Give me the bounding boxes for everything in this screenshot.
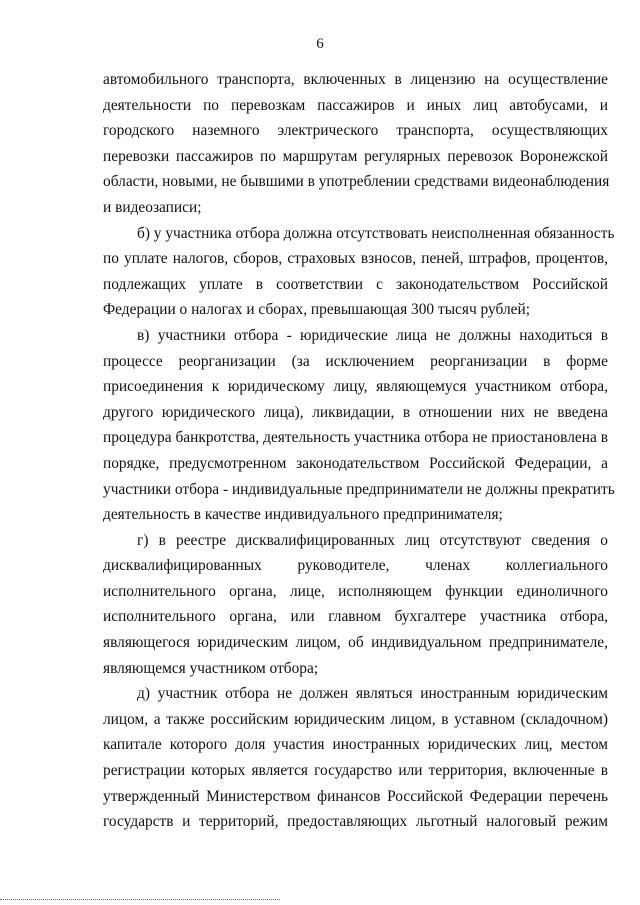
text-line: являющемся участником отбора; bbox=[103, 659, 319, 677]
scan-edge-divider bbox=[0, 899, 280, 900]
text-line: процедура банкротства, деятельность участника отбора не приостановлена в bbox=[103, 429, 608, 447]
text-line: присоединения к юридическому лицу, являющемуся участником отбора, bbox=[103, 378, 608, 396]
paragraph-d-first-line: д) участник отбора не должен являться иностранным юридическим bbox=[137, 685, 608, 703]
text-line: деятельность в качестве индивидуального предпринимателя; bbox=[103, 506, 503, 524]
text-line: процессе реорганизации (за исключением реорганизации в форме bbox=[103, 352, 608, 370]
text-line: участники отбора - индивидуальные предприниматели не должны прекратить bbox=[103, 480, 615, 498]
text-line: городского наземного электрического транспорта, осуществляющих bbox=[103, 122, 608, 140]
text-line: лицом, а также российским юридическим лицом, в уставном (складочном) bbox=[103, 710, 608, 728]
paragraph-b-first-line: б) у участника отбора должна отсутствовать неисполненная обязанность bbox=[137, 224, 615, 242]
text-line: порядке, предусмотренном законодательством Российской Федерации, а bbox=[103, 454, 608, 472]
paragraph-g-first-line: г) в реестре дисквалифицированных лиц отсутствуют сведения о bbox=[137, 531, 608, 549]
text-line: другого юридического лица), ликвидации, в отношении них не введена bbox=[103, 403, 608, 421]
text-line: по уплате налогов, сборов, страховых взносов, пеней, штрафов, процентов, bbox=[103, 250, 608, 268]
page-number: 6 bbox=[316, 36, 324, 52]
text-line: исполнительного органа, или главном бухгалтере участника отбора, bbox=[103, 608, 608, 626]
document-body bbox=[103, 67, 615, 835]
text-line: и видеозаписи; bbox=[103, 198, 202, 216]
text-line: государств и территорий, предоставляющих льготный налоговый режим bbox=[103, 813, 608, 831]
text-line: исполнительного органа, лице, исполняющем функции единоличного bbox=[103, 582, 608, 600]
text-line: деятельности по перевозкам пассажиров и иных лиц автобусами, и bbox=[103, 96, 608, 114]
text-line: области, новыми, не бывшими в употреблении средствами видеонаблюдения bbox=[103, 173, 610, 191]
paragraph-v-first-line: в) участники отбора - юридические лица не должны находиться в bbox=[137, 326, 608, 344]
text-line: подлежащих уплате в соответствии с законодательством Российской bbox=[103, 275, 608, 293]
text-line: регистрации которых является государство или территория, включенные в bbox=[103, 762, 608, 780]
text-line: утвержденный Министерством финансов Российской Федерации перечень bbox=[103, 787, 608, 805]
text-line: дисквалифицированных руководителе, членах коллегиального bbox=[103, 557, 608, 575]
text-line: являющегося юридическим лицом, об индивидуальном предпринимателе, bbox=[103, 634, 608, 652]
text-line: автомобильного транспорта, включенных в лицензию на осуществление bbox=[103, 71, 608, 88]
text-line: Федерации о налогах и сборах, превышающая 300 тысяч рублей; bbox=[103, 301, 530, 319]
text-line: перевозки пассажиров по маршрутам регулярных перевозок Воронежской bbox=[103, 147, 608, 165]
text-line: капитале которого доля участия иностранных юридических лиц, местом bbox=[103, 736, 608, 754]
